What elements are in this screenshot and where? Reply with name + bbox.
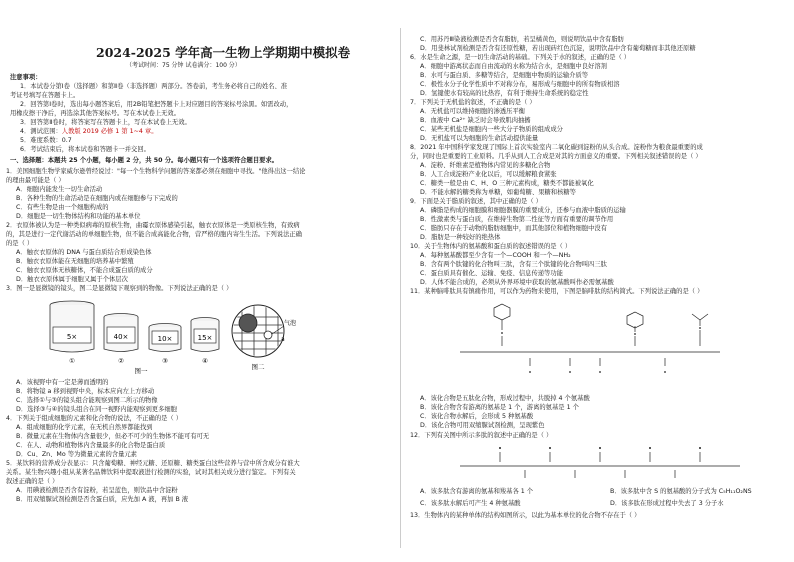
option-line: B．含有两个肽键的化合物叫三肽，含有三个肽键的化合物叫四三肽: [420, 261, 607, 268]
option-line: C．该多肽水解后可产生 4 种氨基酸: [420, 500, 521, 507]
question-line: 叙述正确的是（ ）: [6, 478, 59, 485]
question-line: 5．某饮料的营养成分表显示：只含葡萄糖、神经元糖、还原糖、糖类蛋白这些营养与营中所含成分有谁大: [6, 460, 300, 467]
option-line: C．脂肪只存在于动物的脂肪细胞中，而其他部位和植物细胞中没有: [420, 225, 608, 232]
point-a-label: a: [281, 336, 285, 343]
question-line: 2．衣原体被认为是一种类似病毒的原核生物，曲霉衣原体感染引起，触衣衣原体是一类原核生物，有致病: [6, 222, 300, 229]
note-line: 用橡皮擦干净后，再选涂其他答案标号。写在本试卷上无效。: [10, 110, 181, 117]
difficulty-note: 5．难度系数：0.7: [20, 137, 72, 144]
question-line: 分，同时也是重要的工业原料。几乎从到人工合成是对其的方面意义的重要。下列相关叙述错误的是（ ）: [410, 153, 702, 160]
exam-title: 2024-2025 学年高一生物上学期期中模拟卷: [96, 45, 351, 60]
exam-subtitle: （考试时间：75 分钟 试卷满分：100 分）: [126, 62, 241, 69]
question-line: 1．美国细胞生物学家威尔逊曾经说过："每一个生物科学问题的答案都必须在细胞中寻找。"他得出这一结论: [6, 168, 306, 175]
question-line: 12．下列有关图中所示多肽的叙述中正确的是（ ）: [410, 432, 553, 439]
lens-4-mag: 15×: [197, 334, 213, 342]
notes-heading: 注意事项：: [10, 74, 42, 81]
option-line: C．某些无机盐是细胞内一些大分子物质的组成成分: [420, 126, 563, 133]
option-line: D．该多肽在形成过程中失去了 3 分子水: [610, 500, 724, 507]
option-line: B．该化合物含有游离的氨基是 1 个，游离的氨基是 1 个: [420, 404, 579, 411]
option-line: A．细胞中游离状态而自由流动的水称为结合水，是细胞中良好溶剂: [420, 63, 607, 70]
question-line: 的是（ ）: [6, 240, 34, 247]
lens-2-number: ②: [118, 357, 124, 365]
option-line: A．用碘液检测是否含有淀粉，若呈蓝色，则饮品中含淀粉: [16, 487, 178, 494]
option-line: A．该视野中有一定是薄而透明的: [16, 379, 109, 386]
enkephalin-structure-diagram: [440, 300, 760, 390]
option-line: A．磷脂是构成的细胞膜和细胞器膜的重要成分，还参与血液中脂质的运输: [420, 207, 626, 214]
lens-3-number: ③: [162, 357, 168, 365]
question-line: 3．图一是显微镜的镜头，图二是显微镜下观察到的物像。下列说法正确的是（ ）: [6, 285, 233, 292]
option-line: D．氢键使水有较高的比热容，有利于维持生命系统的稳定性: [420, 90, 589, 97]
note-line-4: [20, 128, 158, 136]
note-line-6: 6．考试结束后，将本试卷和答题卡一并交回。: [20, 146, 150, 153]
option-line: D．无机盐可以为细胞的生命活动提供能量: [420, 135, 539, 142]
option-line: B．微量元素在生物体内含量很少，但必不可少的生物体不能可有可无: [16, 433, 210, 440]
figure-1-lenses: [46, 297, 297, 375]
lens-1: [50, 301, 94, 352]
option-line: A．组成细胞的化学元素，在无机自然界都能找到: [16, 424, 153, 431]
option-line: D．细胞是一切生物体结构和功能的基本单位: [16, 213, 141, 220]
option-line: A．每种氨基酸都至少含有一个—COOH 和一个—NH₂: [420, 252, 571, 259]
lens-1-mag: 5×: [66, 333, 78, 341]
question-line: 7．下列关于无机盐的叙述，不正确的是（ ）: [410, 99, 536, 106]
option-line: D．该化合物可用双缩脲试剂检测，呈现紫色: [420, 422, 545, 429]
peptide-bond-dots: [501, 327, 701, 373]
option-line: C．选择①与③的镜头组合能观察到图二所示的物像: [16, 397, 158, 404]
figure-2-view: [232, 305, 284, 357]
lens-4-number: ④: [202, 357, 208, 365]
option-line: B．触衣衣原体能在无细胞的培养基中繁殖: [16, 258, 134, 265]
option-line: C．极性水分子化学性质中不对称分布，易形成与细胞中的所有物质相溶: [420, 81, 620, 88]
question-line: 11．某种脑啡肽具有镇痛作用，可以作为药物来使用，下图是脑啡肽的结构简式。下列说法正确的是（ ）: [410, 288, 704, 295]
option-line: B．该多肽中含 S 的氨基酸的分子式为 C₅H₁₁O₂NS: [610, 488, 752, 495]
option-line: B．各种生物的生命活动是在细胞内或在细胞参与下完成的: [16, 195, 178, 202]
lens-2-mag: 40×: [113, 333, 129, 341]
note-line: 3．回答第Ⅱ卷时，将答案写在答题卡上，写在本试卷上无效。: [20, 119, 191, 126]
option-line: C．用苏丹Ⅲ染液检测是否含有脂肪，若呈橘黄色，则说明饮品中含有脂肪: [420, 36, 624, 43]
column-divider: [400, 28, 401, 548]
option-line: C．在人、动物和植物体内含量最多的化合物是蛋白质: [16, 442, 166, 449]
question-line: 8．2021 年中国科学家发现了国际上首次实验室内二氧化碳到淀粉的从头合成。淀粉作为粮食最重要的成: [410, 144, 703, 151]
question-line: 6．水是生命之源，是一切生命活动的基础。下列关于水的叙述，正确的是（ ）: [410, 54, 631, 61]
option-line: D．脂肪是一种较好的绝热体: [420, 234, 501, 241]
section-heading: 一、选择题：本题共 25 个小题，每小题 2 分，共 50 分。每小题只有一个选项符合题目要求。: [10, 157, 279, 164]
option-line: C．有些生物是由一个细胞构成的: [16, 204, 109, 211]
lens-1-number: ①: [69, 357, 75, 365]
option-line: A．淀粉、纤维素是植物体内常见的多糖化合物: [420, 162, 551, 169]
option-line: D．人体不能合成的，必须从外界环境中获取的氨基酸叫作必需氨基酸: [420, 279, 614, 286]
figure-2-caption: 图二: [251, 363, 265, 371]
option-line: C．蛋白质具有催化、运输、免疫、信息传递等功能: [420, 270, 563, 277]
question-line: 13．生物体内的某种单体的结构如图所示，以此为基本单位的化合物不存在于（ ）: [410, 512, 641, 519]
question-line: 的理由最可能是（ ）: [6, 177, 65, 184]
option-line: D．Cu、Zn、Mo 等为微量元素的含量元素: [16, 451, 137, 458]
option-line: A．该多肽含有游离的氨基和羧基各 1 个: [420, 488, 534, 495]
question-line: 9．下面是关于脂质的叙述，其中正确的是（ ）: [410, 198, 542, 205]
option-line: B．将物镜 a 移到视野中央，标本应向左上方移动: [16, 388, 155, 395]
test-scope: 人教版 2019 必修 1 第 1~4 章。: [61, 128, 158, 135]
option-line: D．选择③与④的镜头组合在同一视野内能观察到更多细胞: [16, 406, 177, 413]
note-line: 考证号填写在答题卡上。: [10, 92, 80, 99]
note-line: 2．回答第Ⅰ卷时，选出每小题答案后，用2B铅笔把答题卡上对应题目的答案标号涂黑。如需改动，: [20, 101, 293, 108]
option-line: A．细胞内能发生一切生命活动: [16, 186, 103, 193]
bubble-label: 气泡: [284, 320, 297, 327]
note4-prefix: 4．测试范围：: [20, 128, 62, 135]
note-line: 1．本试卷分第Ⅰ卷（选择题）和第Ⅱ卷（非选择题）两部分。答卷前，考生务必将自己的姓名、准: [20, 83, 288, 90]
option-line: C．糖类一般是由 C、H、O 三种元素构成，糖类不都能被氧化: [420, 180, 594, 187]
option-line: B．用双缩脲试剂检测是否含蛋白质，应先加 A 液，再加 B 液: [16, 496, 189, 503]
option-line: A．无机盐可以维持细胞的渗透压平衡: [420, 108, 526, 115]
option-line: D．触衣衣原体属于细胞又属于个体层次: [16, 276, 128, 283]
lens-3-mag: 10×: [157, 335, 173, 343]
option-line: D．不能水解的糖类称为单糖，如葡萄糖、果糖和核糖等: [420, 189, 576, 196]
option-line: D．用斐林试剂检测是否含有还原性糖，若出现砖红色沉淀，说明饮品中含有葡萄糖而非其他还原糖: [420, 45, 696, 52]
question-line: 关系。某生物兴趣小组从某著名品牌饮料中提取液进行检测的实验，试对其相关成分进行鉴定。下列有关: [6, 469, 296, 476]
option-line: B．人工合成淀粉产业化以后，可以缓解粮食紧张: [420, 171, 557, 178]
option-line: A．触衣衣原体的 DNA 与蛋白质结合形成染色体: [16, 249, 152, 256]
option-line: B．血液中 Ca²⁺ 缺乏时会导致肌肉抽搐: [420, 117, 531, 124]
polypeptide-structure-diagram: [450, 442, 750, 484]
option-line: C．触衣衣原体无核糖体，不能合成蛋白质的成分: [16, 267, 153, 274]
option-line: B．水可与蛋白质、多糖等结合，是细胞中物质的运输介质等: [420, 72, 589, 79]
left-column: [6, 0, 384, 562]
option-line: C．该化合物水解后，会形成 5 种氨基酸: [420, 413, 534, 420]
right-column: [410, 0, 788, 562]
question-line: 10．关于生物体内的氨基酸和蛋白质的叙述错误的是（ ）: [410, 243, 572, 250]
option-line: B．性激素类与蛋白质，在维持生物第二性征等方面有重要的调节作用: [420, 216, 614, 223]
figure-1-caption: 图一: [134, 367, 148, 375]
question-line: 4．下列关于组成细胞的元素和化合物的说法，不正确的是（ ）: [6, 415, 183, 422]
question-line: 的，其是进行一定代谢活动的单细胞生物，但不能合成高能化合物，营严格的胞内寄生生活。下列说法正确: [6, 231, 302, 238]
option-line: A．该化合物是五肽化合物，形成过程中，共脱掉 4 个氨基酸: [420, 395, 590, 402]
